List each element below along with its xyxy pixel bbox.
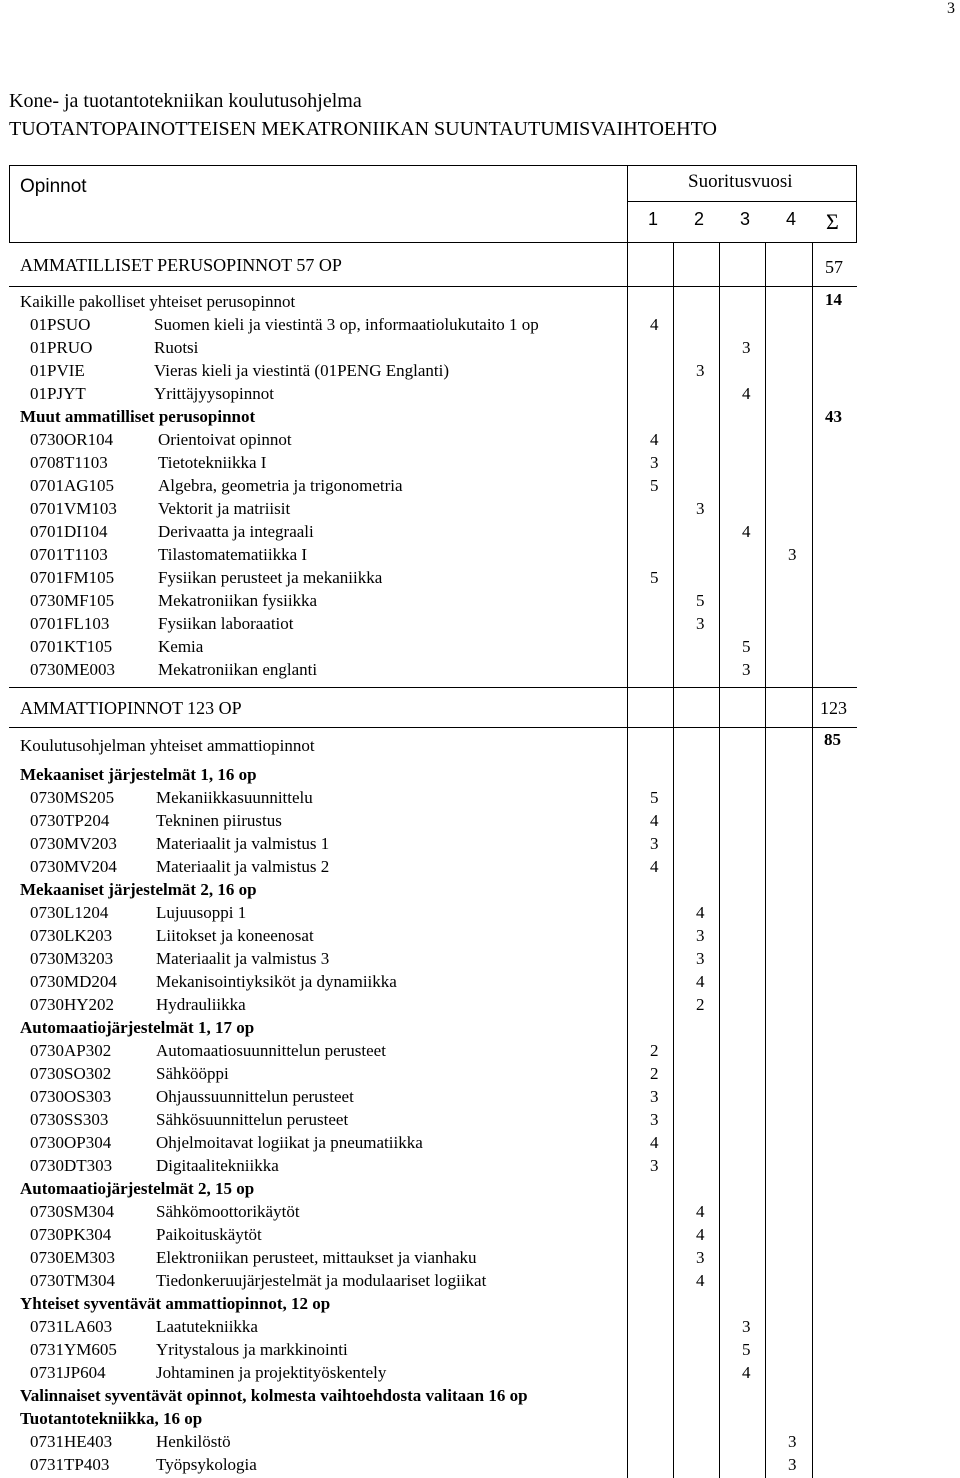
- course-code: 0730HY202: [30, 995, 115, 1014]
- course-name: Sähkösuunnittelun perusteet: [156, 1110, 349, 1129]
- course-code: 0731HE403: [30, 1432, 113, 1451]
- credits-year-3: 5: [742, 1340, 751, 1359]
- section-ammattiopinnot-total: 123: [820, 698, 847, 718]
- course-name: Mekatroniikan englanti: [158, 660, 318, 679]
- credits-year-3: 3: [742, 1317, 751, 1336]
- course-name: Orientoivat opinnot: [158, 430, 292, 449]
- credits-year-1: 5: [650, 568, 659, 587]
- course-code: 01PJYT: [30, 384, 86, 403]
- group-total: 14: [825, 290, 842, 309]
- table-top-border: [9, 165, 857, 166]
- course-name: Automaatiosuunnittelun perusteet: [156, 1041, 386, 1060]
- course-code: 0730ME003: [30, 660, 115, 679]
- course-name: Laatutekniikka: [156, 1317, 258, 1336]
- credits-year-2: 3: [696, 614, 705, 633]
- course-name: Tiedonkeruujärjestelmät ja modulaariset logiikat: [156, 1271, 487, 1290]
- course-code: 0701VM103: [30, 499, 117, 518]
- credits-year-2: 5: [696, 591, 705, 610]
- credits-year-2: 4: [696, 903, 705, 922]
- column-divider: [765, 242, 766, 1478]
- column-divider: [627, 165, 628, 1478]
- credits-year-1: 2: [650, 1041, 659, 1060]
- course-code: 0730SO302: [30, 1064, 112, 1083]
- credits-year-1: 3: [650, 1110, 659, 1129]
- course-code: 0731LA603: [30, 1317, 113, 1336]
- column-divider: [812, 242, 813, 1478]
- credits-year-1: 4: [650, 1133, 659, 1152]
- suoritusvuosi-underline: [627, 201, 856, 202]
- credits-year-1: 5: [650, 476, 659, 495]
- course-name: Henkilöstö: [156, 1432, 231, 1451]
- year-2-header: 2: [694, 209, 705, 229]
- course-code: 0701DI104: [30, 522, 108, 541]
- course-code: 0730L1204: [30, 903, 109, 922]
- credits-year-4: 3: [788, 1455, 797, 1474]
- block-title: Automaatiojärjestelmät 1, 17 op: [20, 1018, 255, 1037]
- course-code: 0708T1103: [30, 453, 108, 472]
- year-1-header: 1: [648, 209, 659, 229]
- course-name: Fysiikan laboraatiot: [158, 614, 294, 633]
- course-code: 0701KT105: [30, 637, 113, 656]
- group-title: Kaikille pakolliset yhteiset perusopinnot: [20, 292, 296, 311]
- header-suoritusvuosi: Suoritusvuosi: [688, 171, 793, 192]
- credits-year-2: 3: [696, 926, 705, 945]
- course-name: Derivaatta ja integraali: [158, 522, 314, 541]
- credits-year-1: 4: [650, 811, 659, 830]
- credits-year-1: 4: [650, 430, 659, 449]
- course-name: Tekninen piirustus: [156, 811, 282, 830]
- course-name: Johtaminen ja projektityöskentely: [156, 1363, 387, 1382]
- course-code: 0730MD204: [30, 972, 117, 991]
- course-name: Algebra, geometria ja trigonometria: [158, 476, 403, 495]
- sigma-header: Σ: [826, 209, 839, 234]
- course-code: 0730OS303: [30, 1087, 112, 1106]
- credits-year-2: 3: [696, 361, 705, 380]
- course-name: Tilastomatematiikka I: [158, 545, 308, 564]
- course-name: Mekanisointiyksiköt ja dynamiikka: [156, 972, 397, 991]
- course-name: Lujuusoppi 1: [156, 903, 247, 922]
- title-line-1: Kone- ja tuotantotekniikan koulutusohjelma: [9, 90, 362, 112]
- credits-year-4: 3: [788, 545, 797, 564]
- table-header-bottom-border: [9, 242, 857, 243]
- course-name: Yrittäjyysopinnot: [154, 384, 274, 403]
- course-code: 0730OP304: [30, 1133, 112, 1152]
- credits-year-3: 4: [742, 384, 751, 403]
- course-name: Vektorit ja matriisit: [158, 499, 291, 518]
- course-code: 0730SM304: [30, 1202, 115, 1221]
- credits-year-4: 3: [788, 1432, 797, 1451]
- credits-year-2: 3: [696, 1248, 705, 1267]
- course-name: Vieras kieli ja viestintä (01PENG Englanti): [154, 361, 449, 380]
- course-code: 0701AG105: [30, 476, 115, 495]
- course-code: 0730MV204: [30, 857, 117, 876]
- year-3-header: 3: [740, 209, 751, 229]
- course-code: 01PVIE: [30, 361, 85, 380]
- block-title: Mekaaniset järjestelmät 1, 16 op: [20, 765, 257, 784]
- group-total: 85: [824, 730, 841, 749]
- course-name: Tietotekniikka I: [158, 453, 267, 472]
- credits-year-1: 4: [650, 857, 659, 876]
- course-name: Ruotsi: [154, 338, 199, 357]
- block-title: Tuotantotekniikka, 16 op: [20, 1409, 203, 1428]
- course-code: 0701T1103: [30, 545, 108, 564]
- block-title: Yhteiset syventävät ammattiopinnot, 12 op: [20, 1294, 331, 1313]
- section-divider: [9, 286, 857, 287]
- credits-year-2: 4: [696, 1202, 705, 1221]
- credits-year-2: 4: [696, 972, 705, 991]
- group-title: Muut ammatilliset perusopinnot: [20, 407, 256, 426]
- title-line-2: TUOTANTOPAINOTTEISEN MEKATRONIIKAN SUUNTAUTUMISVAIHTOEHTO: [9, 118, 717, 140]
- course-code: 0730SS303: [30, 1110, 109, 1129]
- column-divider: [719, 242, 720, 1478]
- course-code: 0730TP204: [30, 811, 110, 830]
- credits-year-1: 3: [650, 453, 659, 472]
- group-total: 43: [825, 407, 842, 426]
- course-code: 01PSUO: [30, 315, 91, 334]
- course-code: 0730MF105: [30, 591, 115, 610]
- course-code: 0731TP403: [30, 1455, 110, 1474]
- course-name: Työpsykologia: [156, 1455, 257, 1474]
- credits-year-3: 3: [742, 660, 751, 679]
- block-title: Mekaaniset järjestelmät 2, 16 op: [20, 880, 257, 899]
- course-name: Mekaniikkasuunnittelu: [156, 788, 313, 807]
- course-code: 0731YM605: [30, 1340, 117, 1359]
- course-name: Ohjelmoitavat logiikat ja pneumatiikka: [156, 1133, 423, 1152]
- credits-year-1: 2: [650, 1064, 659, 1083]
- block-title: Automaatiojärjestelmät 2, 15 op: [20, 1179, 255, 1198]
- credits-year-3: 5: [742, 637, 751, 656]
- section-ammattiopinnot-title: AMMATTIOPINNOT 123 OP: [20, 698, 242, 718]
- section-perusopinnot-title: AMMATILLISET PERUSOPINNOT 57 OP: [20, 255, 342, 275]
- credits-year-3: 4: [742, 522, 751, 541]
- credits-year-1: 4: [650, 315, 659, 334]
- credits-year-3: 4: [742, 1363, 751, 1382]
- credits-year-2: 2: [696, 995, 705, 1014]
- section-divider: [9, 687, 857, 688]
- course-code: 0730DT303: [30, 1156, 113, 1175]
- page-number: 3: [947, 0, 955, 17]
- year-4-header: 4: [786, 209, 797, 229]
- course-name: Sähkömoottorikäytöt: [156, 1202, 300, 1221]
- course-code: 0730OR104: [30, 430, 114, 449]
- credits-year-2: 4: [696, 1271, 705, 1290]
- course-name: Hydrauliikka: [156, 995, 246, 1014]
- course-code: 0730EM303: [30, 1248, 115, 1267]
- course-name: Mekatroniikan fysiikka: [158, 591, 318, 610]
- course-code: 0730LK203: [30, 926, 113, 945]
- table-right-border: [856, 165, 857, 242]
- course-name: Liitokset ja koneenosat: [156, 926, 314, 945]
- course-code: 0730MS205: [30, 788, 115, 807]
- credits-year-1: 3: [650, 1156, 659, 1175]
- table-left-border: [9, 165, 10, 242]
- course-name: Materiaalit ja valmistus 3: [156, 949, 330, 968]
- course-code: 0730PK304: [30, 1225, 112, 1244]
- credits-year-1: 3: [650, 834, 659, 853]
- column-divider: [673, 242, 674, 1478]
- course-code: 0701FM105: [30, 568, 115, 587]
- course-name: Yritystalous ja markkinointi: [156, 1340, 348, 1359]
- course-code: 0730AP302: [30, 1041, 112, 1060]
- course-code: 0730TM304: [30, 1271, 115, 1290]
- course-code: 0730M3203: [30, 949, 114, 968]
- block-title: Valinnaiset syventävät opinnot, kolmesta vaihtoehdosta valitaan 16 op: [20, 1386, 528, 1405]
- course-name: Suomen kieli ja viestintä 3 op, informaatiolukutaito 1 op: [154, 315, 539, 334]
- credits-year-1: 5: [650, 788, 659, 807]
- course-code: 0731JP604: [30, 1363, 106, 1382]
- course-name: Kemia: [158, 637, 204, 656]
- course-name: Paikoituskäytöt: [156, 1225, 262, 1244]
- header-opinnot: Opinnot: [20, 176, 87, 197]
- credits-year-1: 3: [650, 1087, 659, 1106]
- credits-year-3: 3: [742, 338, 751, 357]
- course-name: Sähkööppi: [156, 1064, 229, 1083]
- course-name: Fysiikan perusteet ja mekaniikka: [158, 568, 383, 587]
- course-code: 0701FL103: [30, 614, 110, 633]
- course-name: Elektroniikan perusteet, mittaukset ja vianhaku: [156, 1248, 477, 1267]
- group-title: Koulutusohjelman yhteiset ammattiopinnot: [20, 736, 315, 755]
- credits-year-2: 3: [696, 499, 705, 518]
- section-divider: [9, 727, 857, 728]
- credits-year-2: 3: [696, 949, 705, 968]
- course-name: Materiaalit ja valmistus 1: [156, 834, 330, 853]
- course-code: 0730MV203: [30, 834, 117, 853]
- section-perusopinnot-total: 57: [825, 257, 843, 277]
- credits-year-2: 4: [696, 1225, 705, 1244]
- course-name: Ohjaussuunnittelun perusteet: [156, 1087, 354, 1106]
- course-code: 01PRUO: [30, 338, 93, 357]
- course-name: Digitaalitekniikka: [156, 1156, 279, 1175]
- course-name: Materiaalit ja valmistus 2: [156, 857, 330, 876]
